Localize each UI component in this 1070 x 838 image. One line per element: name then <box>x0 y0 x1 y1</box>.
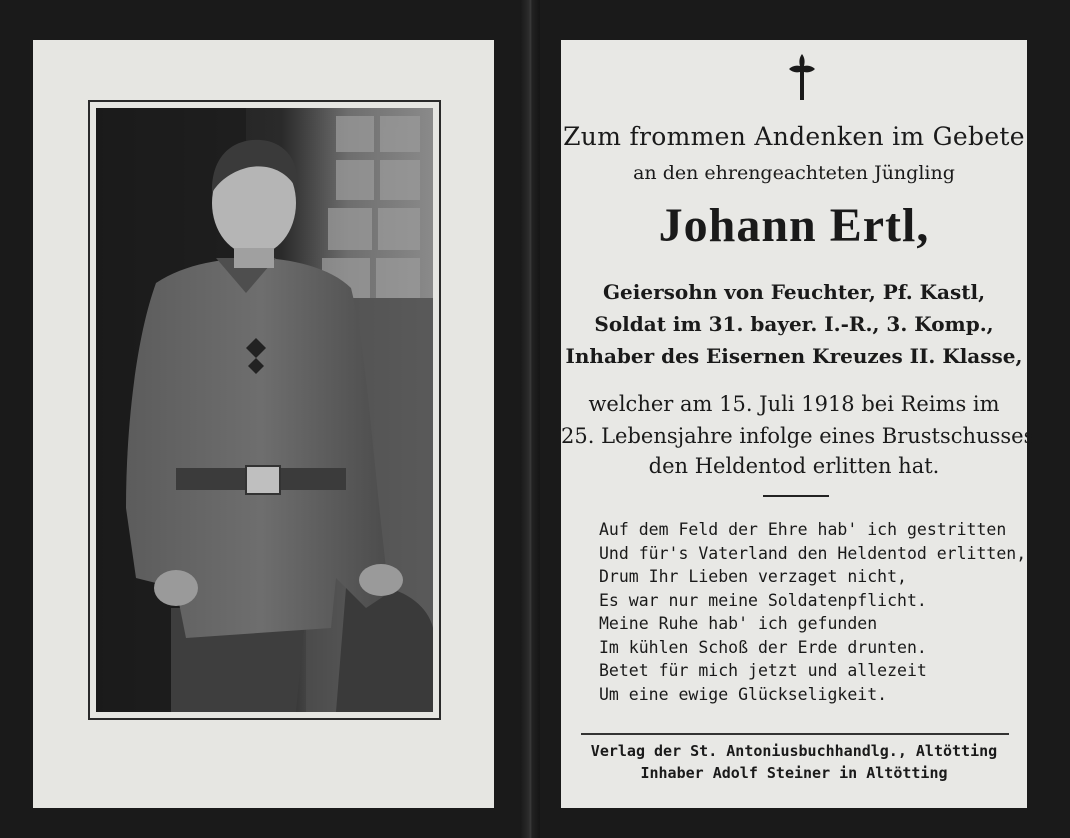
poem-line: Drum Ihr Lieben verzaget nicht, <box>599 567 907 586</box>
right-card <box>561 40 1035 808</box>
death-line-2: 25. Lebensjahre infolge eines Brustschusses <box>561 424 1035 448</box>
bio-line-1: Geiersohn von Feuchter, Pf. Kastl, <box>602 280 986 304</box>
portrait-image <box>96 108 433 712</box>
publisher-line-1: Verlag der St. Antoniusbuchhandlg., Altötting <box>590 742 998 760</box>
poem-line: Es war nur meine Soldatenpflicht. <box>599 590 927 610</box>
divider-short <box>763 495 829 497</box>
poem-line: Auf dem Feld der Ehre hab' ich gestritten <box>599 520 1007 539</box>
portrait-frame <box>88 100 441 720</box>
soldier-portrait-photo <box>96 108 433 712</box>
bio-line-3: Inhaber des Eisernen Kreuzes II. Klasse, <box>565 344 1023 368</box>
deceased-name: Johann Ertl, <box>658 199 930 252</box>
heading-line-2: an den ehrengeachteten Jüngling <box>633 162 955 184</box>
cross-icon <box>787 52 817 104</box>
poem-line: Und für's Vaterland den Heldentod erlitten, <box>599 543 1027 563</box>
poem-line: Im kühlen Schoß der Erde drunten. <box>599 637 927 657</box>
publisher-line-2: Inhaber Adolf Steiner in Altötting <box>640 764 948 782</box>
memorial-poem <box>599 518 1027 706</box>
heading-line-1: Zum frommen Andenken im Gebete <box>563 122 1025 151</box>
death-line-1: welcher am 15. Juli 1918 bei Reims im <box>588 392 1000 416</box>
divider-long <box>581 733 1009 735</box>
poem-line: Meine Ruhe hab' ich gefunden <box>599 614 878 633</box>
card-fold <box>520 0 540 838</box>
poem-line: Betet für mich jetzt und allezeit <box>599 661 927 680</box>
left-card <box>33 40 494 808</box>
death-line-3: den Heldentod erlitten hat. <box>648 454 940 478</box>
poem-line: Um eine ewige Glückseligkeit. <box>599 684 888 704</box>
bio-line-2: Soldat im 31. bayer. I.-R., 3. Komp., <box>594 312 994 336</box>
